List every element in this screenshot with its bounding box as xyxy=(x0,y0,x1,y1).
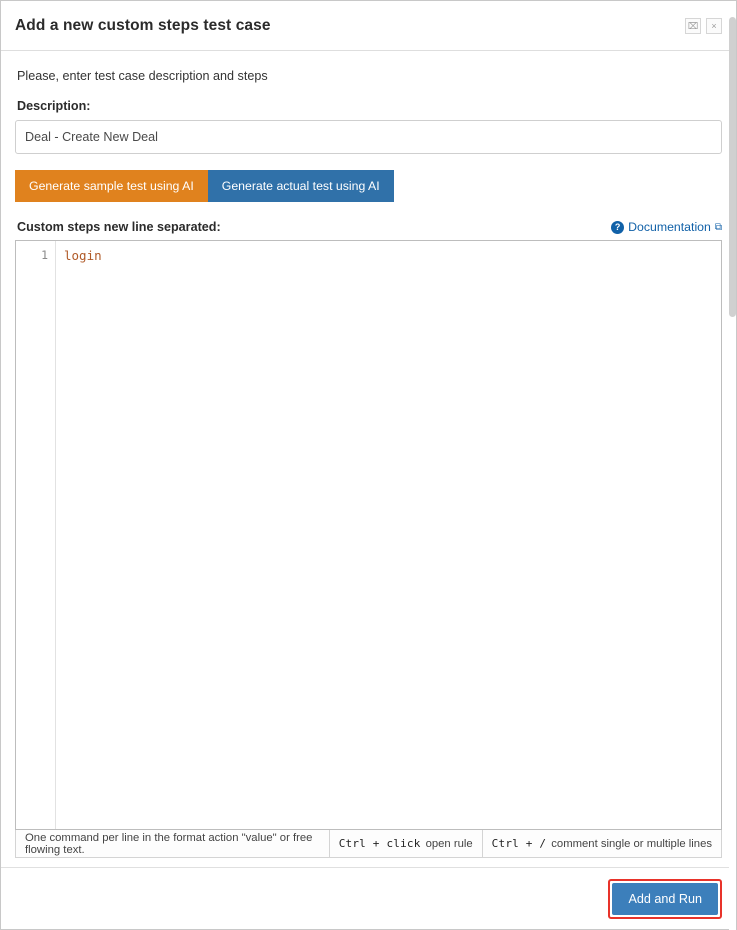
hint-format-text: One command per line in the format action "value" or free flowing text. xyxy=(25,831,313,856)
ai-button-row xyxy=(15,170,722,202)
line-number: 1 xyxy=(41,248,48,262)
description-input[interactable] xyxy=(15,120,722,154)
custom-steps-label: Custom steps new line separated: xyxy=(17,220,221,234)
external-link-icon: ⧉ xyxy=(714,221,722,233)
generate-sample-test-button[interactable]: Generate sample test using AI xyxy=(15,170,208,202)
hint-comment-kbd: Ctrl + / xyxy=(491,837,547,850)
code-line: login xyxy=(64,248,102,263)
editor-code-area[interactable] xyxy=(56,241,721,829)
dialog-header xyxy=(1,1,736,51)
hint-comment-text: comment single or multiple lines xyxy=(551,837,712,850)
hint-open-rule-text: open rule xyxy=(425,837,473,850)
page-scrollbar-thumb[interactable] xyxy=(729,17,736,317)
hint-open-rule-kbd: Ctrl + click xyxy=(338,837,421,850)
close-icon[interactable]: × xyxy=(706,18,722,34)
page-title: Add a new custom steps test case xyxy=(15,16,271,34)
window-controls xyxy=(685,18,722,34)
hint-comment xyxy=(483,830,721,857)
generate-actual-test-button[interactable]: Generate actual test using AI xyxy=(208,170,394,202)
editor-hints-bar xyxy=(15,830,722,858)
hint-format xyxy=(16,830,330,857)
steps-header xyxy=(15,220,722,234)
description-label: Description: xyxy=(17,99,91,113)
dialog-body xyxy=(1,51,736,867)
hint-open-rule xyxy=(330,830,483,857)
page-scrollbar[interactable] xyxy=(729,1,736,930)
editor-gutter xyxy=(16,241,56,829)
custom-steps-editor[interactable] xyxy=(15,240,722,830)
documentation-link[interactable] xyxy=(611,220,722,234)
add-and-run-highlight xyxy=(608,879,722,919)
question-mark-icon: ? xyxy=(611,221,624,234)
intro-text: Please, enter test case description and steps xyxy=(17,69,268,83)
documentation-label: Documentation xyxy=(628,220,711,234)
maximize-icon[interactable]: ⌧ xyxy=(685,18,701,34)
add-and-run-button[interactable]: Add and Run xyxy=(612,883,718,915)
dialog-footer xyxy=(1,867,736,929)
